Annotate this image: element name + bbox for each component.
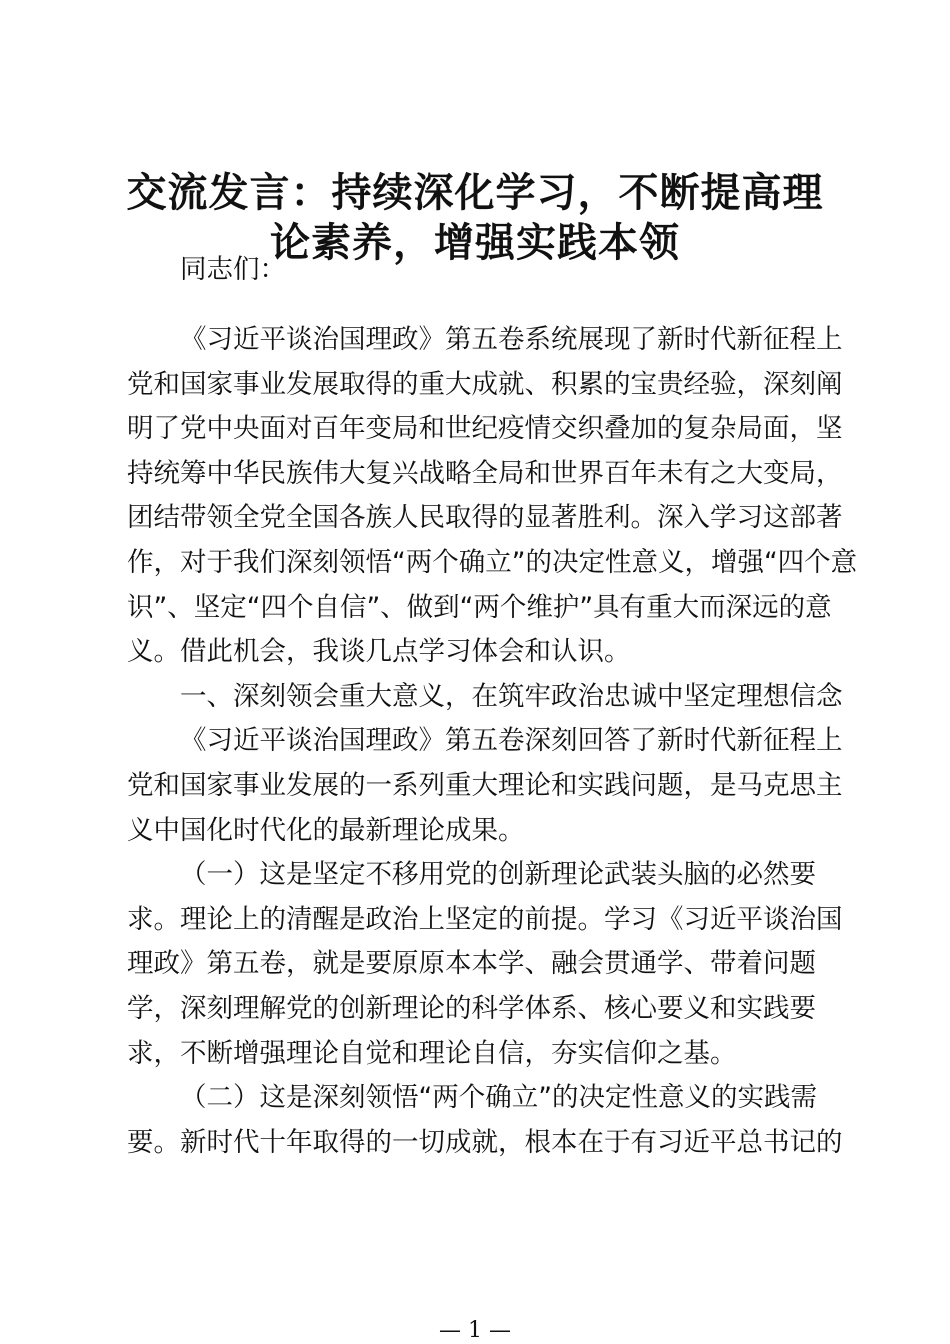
body-text-line: 党和国家事业发展的一系列重大理论和实践问题，是马克思主 bbox=[127, 770, 843, 801]
body-text-line: 《习近平谈治国理政》第五卷系统展现了新时代新征程上 bbox=[180, 324, 843, 355]
document-title-line-2: 论素养，增强实践本领 bbox=[270, 219, 680, 266]
body-text-line: （一）这是坚定不移用党的创新理论武装头脑的必然要 bbox=[180, 859, 816, 891]
body-text-line: 团结带领全党全国各族人民取得的显著胜利。深入学习这部著 bbox=[127, 502, 843, 534]
body-text-line: 义中国化时代化的最新理论成果。 bbox=[127, 814, 525, 846]
body-text-line: 求。理论上的清醒是政治上坚定的前提。学习《习近平谈治国 bbox=[127, 903, 843, 935]
body-text-line: 要。新时代十年取得的一切成就，根本在于有习近平总书记的 bbox=[127, 1126, 843, 1158]
section-heading: 一、深刻领会重大意义，在筑牢政治忠诚中坚定理想信念 bbox=[180, 680, 843, 712]
body-text-line: 识”、坚定“四个自信”、做到“两个维护”具有重大而深远的意 bbox=[127, 591, 832, 623]
body-text-line: （二）这是深刻领悟“两个确立”的决定性意义的实践需 bbox=[180, 1082, 817, 1114]
body-text-line: 义。借此机会，我谈几点学习体会和认识。 bbox=[127, 636, 631, 668]
body-text-line: 《习近平谈治国理政》第五卷深刻回答了新时代新征程上 bbox=[180, 725, 843, 757]
body-text-line: 学，深刻理解党的创新理论的科学体系、核心要义和实践要 bbox=[127, 993, 816, 1024]
body-text-line: 持统筹中华民族伟大复兴战略全局和世界百年未有之大变局， bbox=[127, 457, 843, 489]
document-title-line-1: 交流发言：持续深化学习，不断提高理 bbox=[126, 169, 824, 216]
body-text-line: 作，对于我们深刻领悟“两个确立”的决定性意义，增强“四个意 bbox=[127, 547, 858, 578]
body-text-line: 明了党中央面对百年变局和世纪疫情交织叠加的复杂局面，坚 bbox=[127, 413, 843, 445]
salutation: 同志们： bbox=[180, 254, 286, 285]
body-text-line: 求，不断增强理论自觉和理论自信，夯实信仰之基。 bbox=[127, 1037, 737, 1069]
body-text-line: 党和国家事业发展取得的重大成就、积累的宝贵经验，深刻阐 bbox=[127, 368, 843, 400]
page-number: — 1 — bbox=[439, 1318, 511, 1343]
body-text-line: 理政》第五卷，就是要原原本本学、融会贯通学、带着问题 bbox=[127, 948, 816, 980]
